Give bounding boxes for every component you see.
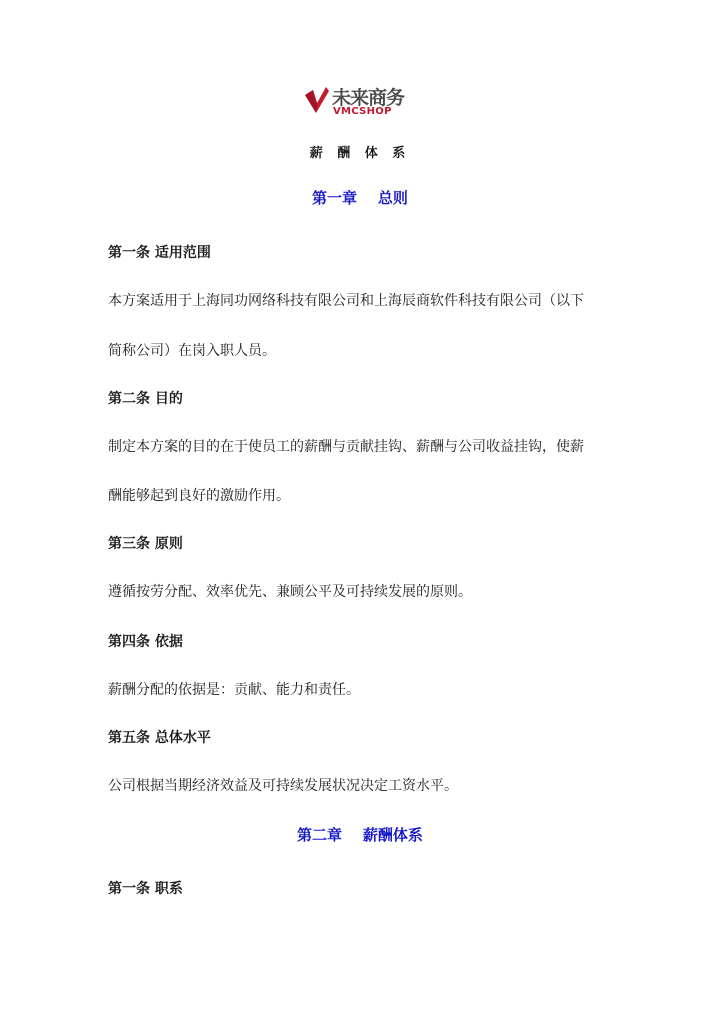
- document-title: 薪 酬 体 系: [309, 146, 411, 161]
- article-1-2-heading: 第二条 目的: [108, 391, 183, 407]
- logo-chinese-text: 未来商务: [332, 87, 405, 109]
- article-1-5-heading: 第五条 总体水平: [108, 730, 211, 746]
- article-1-2-line-1: 制定本方案的目的在于使员工的薪酬与贡献挂钩、薪酬与公司收益挂钩，使薪: [108, 439, 584, 455]
- chapter-1-heading: 第一章 总则: [312, 189, 408, 207]
- article-1-5-line-1: 公司根据当期经济效益及可持续发展状况决定工资水平。: [108, 778, 458, 794]
- article-1-4-line-1: 薪酬分配的依据是：贡献、能力和责任。: [108, 682, 360, 698]
- article-1-2-line-2: 酬能够起到良好的激励作用。: [108, 488, 290, 504]
- logo-english-text: VMCSHOP: [333, 106, 392, 117]
- company-logo: [304, 84, 416, 120]
- article-1-1-line-2: 简称公司）在岗入职人员。: [108, 343, 276, 359]
- chapter-2-heading: 第二章 薪酬体系: [297, 826, 423, 844]
- article-1-1-heading: 第一条 适用范围: [108, 245, 211, 261]
- article-1-1-line-1: 本方案适用于上海同功网络科技有限公司和上海辰商软件科技有限公司（以下: [108, 293, 584, 309]
- article-1-3-heading: 第三条 原则: [108, 536, 183, 552]
- v-check-mark-icon: [304, 86, 330, 114]
- article-1-3-line-1: 遵循按劳分配、效率优先、兼顾公平及可持续发展的原则。: [108, 584, 472, 600]
- article-2-1-heading: 第一条 职系: [108, 881, 183, 897]
- article-1-4-heading: 第四条 依据: [108, 634, 183, 650]
